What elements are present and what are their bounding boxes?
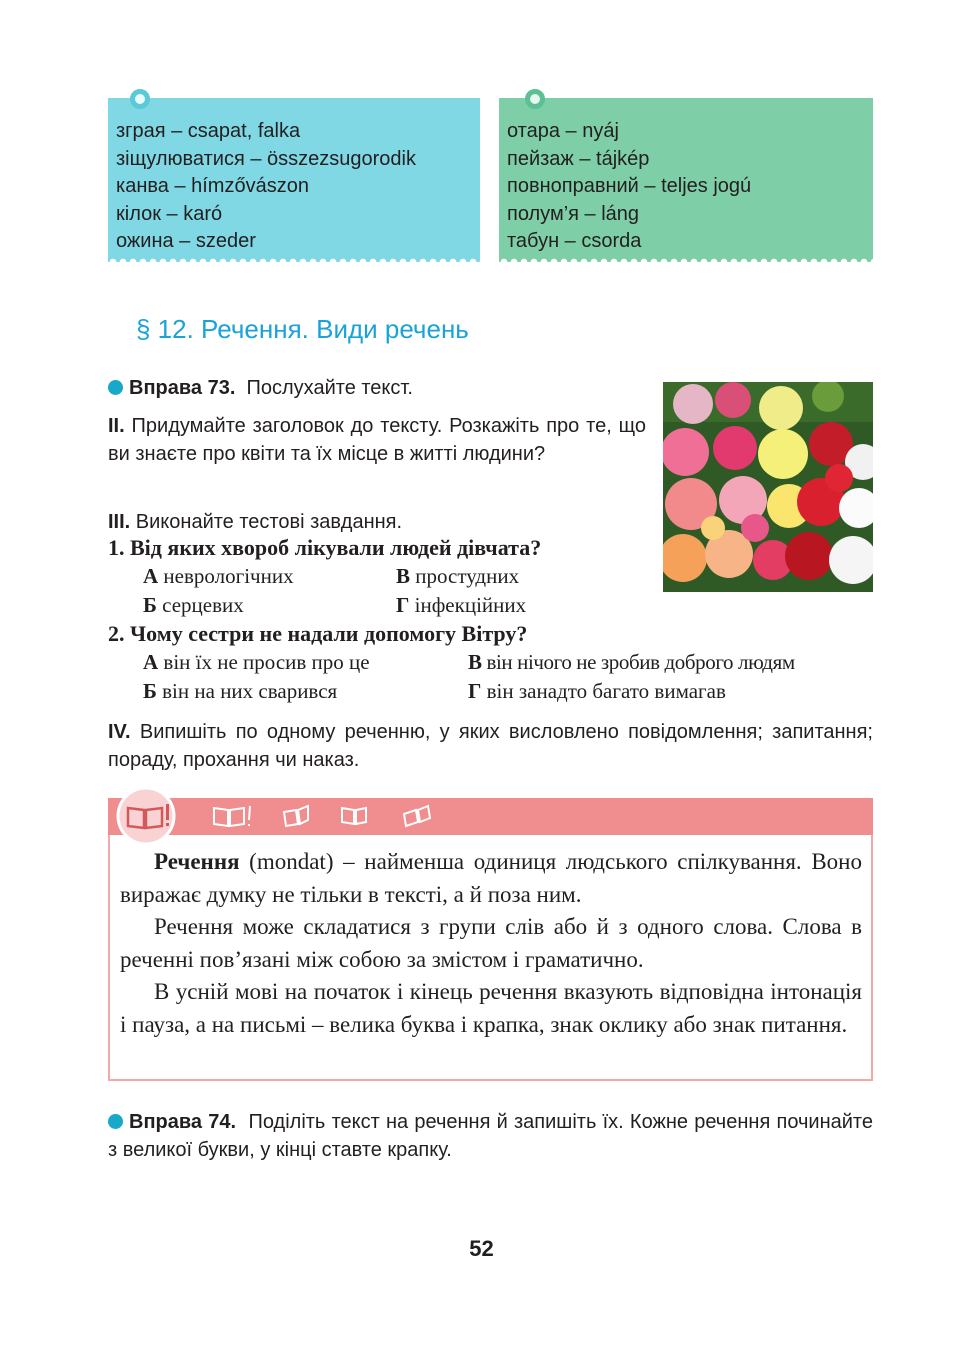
- answer-option: [143, 650, 370, 675]
- open-book-icon: [214, 806, 430, 826]
- scalloped-edge: [499, 258, 873, 266]
- answer-letter: А: [143, 650, 159, 674]
- task-text: Випишіть по одному реченню, у яких висловлено повідомлення; запитання; пораду, прохання чи наказ.: [108, 721, 873, 771]
- question-2: [108, 621, 527, 647]
- bullet-icon: [108, 1114, 123, 1129]
- answer-text: він на них сварився: [162, 679, 338, 703]
- answer-text: серцевих: [162, 593, 244, 617]
- vocab-item: зіщулюватися – összezsugorodik: [116, 147, 416, 170]
- task-number: III.: [108, 511, 131, 533]
- task-text: Виконайте тестові завдання.: [135, 511, 403, 533]
- ring-decoration-icon: [525, 89, 545, 109]
- answer-text: неврологічних: [163, 564, 294, 588]
- vocab-item: ожина – szeder: [116, 230, 256, 252]
- vocab-item: канва – hímzővászon: [116, 175, 309, 197]
- rule-definition: (mondat) – найменша одиниця людського спілкування. Воно виражає думку не тільки в тексті, а й поза ним.: [120, 849, 862, 907]
- question-text: 1. Від яких хвороб лікували людей дівчата?: [108, 535, 542, 560]
- answer-option: [468, 679, 726, 704]
- vocab-item: повноправний – teljes jogú: [507, 175, 752, 197]
- question-1: [108, 535, 541, 561]
- vocab-item: зграя – csapat, falka: [116, 120, 301, 142]
- vocab-item: пейзаж – tájkép: [507, 147, 650, 170]
- answer-letter: А: [143, 564, 159, 588]
- rule-term: Речення: [154, 849, 240, 874]
- rule-paragraph: Речення може складатися з групи слів або й з одного слова. Слова в реченні пов’язані між собою за змістом і граматично.: [120, 914, 862, 972]
- vocab-item: отара – nyáj: [507, 120, 619, 142]
- exercise-text: Поділіть текст на речення й запишіть їх. Кожне речення починайте з великої букви, у кінці ставте крапку.: [108, 1111, 873, 1161]
- vocab-box-right: [499, 98, 873, 262]
- task-text: Придумайте заголовок до тексту. Розкажіть про те, що ви знаєте про квіти та їх місце в житті людини?: [108, 415, 646, 465]
- answer-text: він їх не просив про це: [163, 650, 370, 674]
- page-number: 52: [469, 1236, 494, 1261]
- answer-text: простудних: [415, 564, 520, 588]
- bullet-icon: [108, 380, 123, 395]
- answer-letter: Б: [143, 593, 157, 617]
- scalloped-edge: [108, 258, 480, 266]
- answer-text: інфекційних: [414, 593, 527, 617]
- answer-option: [468, 650, 795, 675]
- answer-letter: Г: [396, 593, 410, 617]
- exercise-label: Вправа 73.: [129, 377, 236, 399]
- task-2: [108, 412, 646, 468]
- rule-box-header: [108, 798, 873, 835]
- exercise-label: Вправа 74.: [129, 1111, 237, 1133]
- section-title: § 12. Речення. Види речень: [136, 314, 469, 344]
- answer-letter: Б: [143, 679, 157, 703]
- answer-letter: Г: [468, 679, 482, 703]
- answer-option: [143, 593, 244, 618]
- answer-option: [143, 564, 294, 589]
- exercise-74: [108, 1108, 873, 1164]
- task-3: [108, 508, 402, 536]
- vocab-box-left: [108, 98, 480, 262]
- flowers-photo: [663, 382, 873, 592]
- ring-decoration-icon: [130, 89, 150, 109]
- task-number: II.: [108, 415, 125, 437]
- question-text: 2. Чому сестри не надали допомогу Вітру?: [108, 621, 528, 646]
- answer-option: [143, 679, 337, 704]
- exercise-73-heading: [108, 374, 413, 402]
- vocab-item: табун – csorda: [507, 230, 642, 252]
- answer-letter: В: [468, 650, 482, 674]
- answer-text: він нічого не зробив доброго людям: [486, 650, 795, 674]
- rule-paragraph: [120, 846, 862, 911]
- rule-text: [120, 846, 862, 1041]
- answer-option: [396, 593, 526, 618]
- task-4: [108, 718, 873, 774]
- vocab-item: полум’я – láng: [507, 202, 640, 225]
- task-number: IV.: [108, 721, 131, 743]
- answer-letter: В: [396, 564, 411, 588]
- exercise-text: Послухайте текст.: [246, 377, 413, 399]
- answer-text: він занадто багато вимагав: [486, 679, 726, 703]
- vocab-item: кілок – karó: [116, 202, 223, 225]
- rule-paragraph: В усній мові на початок і кінець речення вказують відповідна інтонація і пауза, а на письмі – велика буква і крапка, знак оклику або знак питання.: [120, 979, 862, 1037]
- answer-option: [396, 564, 519, 589]
